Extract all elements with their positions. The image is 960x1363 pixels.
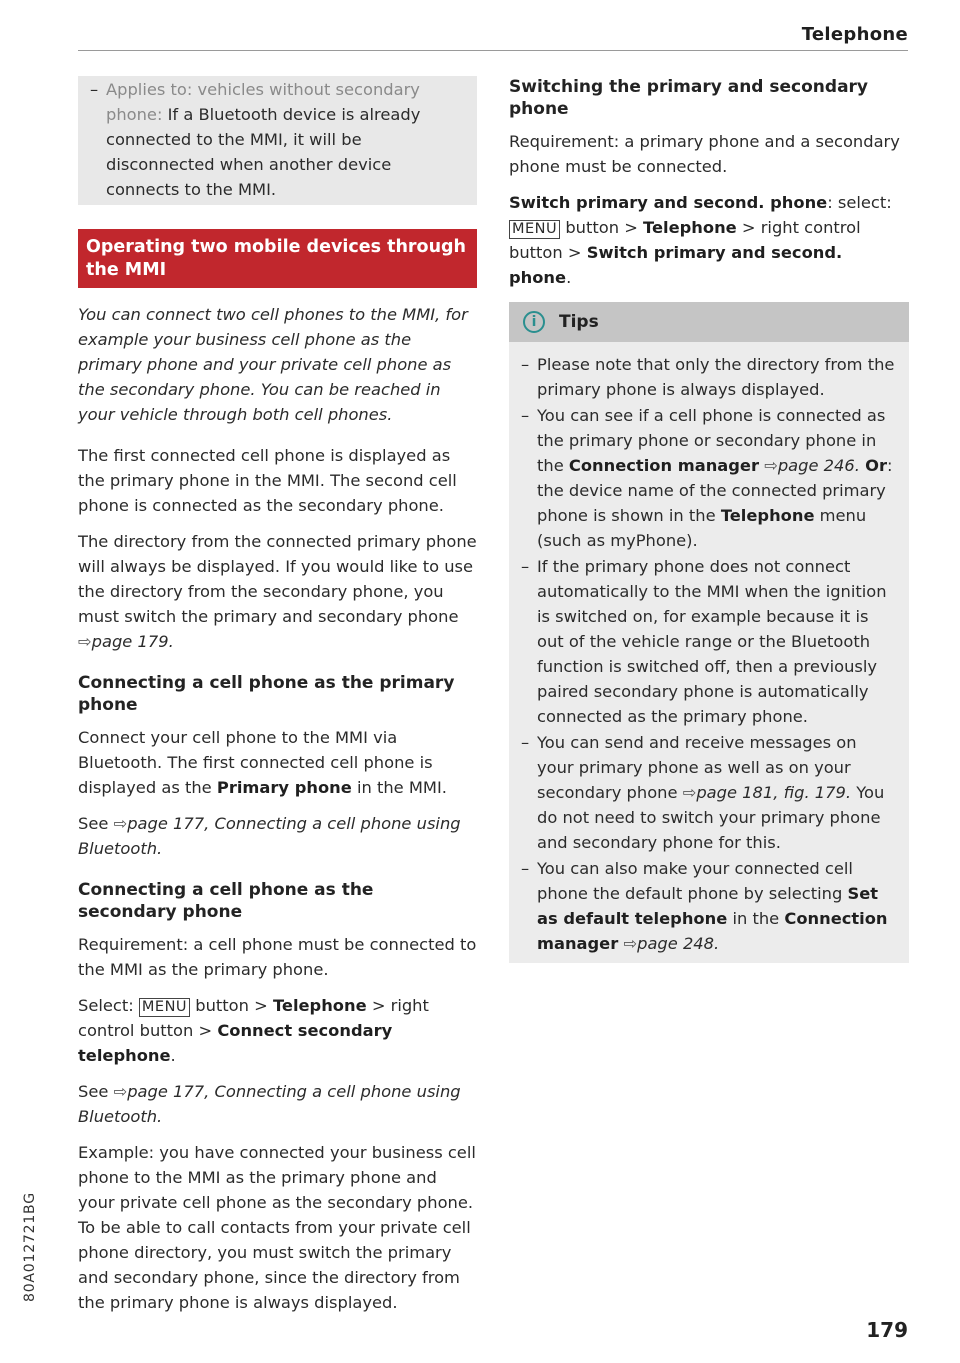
bluetooth-ref-link[interactable] xyxy=(78,814,461,858)
paragraph-see-bluetooth-2 xyxy=(78,1079,477,1129)
tip-item xyxy=(537,730,895,855)
switch-label: Switch primary and second. phone xyxy=(509,193,828,212)
period: . xyxy=(566,268,572,287)
tip-item: – Please note that only the directory from the primary phone is always displayed. xyxy=(537,352,895,402)
paragraph-see-bluetooth xyxy=(78,811,477,861)
telephone-term: Telephone xyxy=(272,996,367,1015)
tips-header xyxy=(509,302,909,342)
primary-phone-term: Primary phone xyxy=(216,778,352,797)
paragraph-primary-display: The first connected cell phone is displayed as the primary phone in the MMI. The second cell phone is connected as the secondary phone. xyxy=(78,446,457,515)
arrow-right-icon: ⇨ xyxy=(78,632,92,651)
bluetooth-ref-text: page 177, Connecting a cell phone using Bluetooth. xyxy=(78,1082,461,1126)
applies-to-label: Applies to: vehicles without secondary phone: xyxy=(106,80,420,124)
default-telephone-term: Set as default telephone xyxy=(537,884,879,928)
page-number: 179 xyxy=(866,1318,908,1342)
note-dash: – xyxy=(90,80,99,99)
right-control-text: > right control button > xyxy=(78,996,429,1040)
menu-key: MENU xyxy=(139,998,190,1017)
arrow-right-icon: ⇨ xyxy=(682,783,697,802)
bluetooth-ref-text: page 177, Connecting a cell phone using Bluetooth. xyxy=(78,814,461,858)
tip-text: You do not need to switch your primary phone and secondary phone for this. xyxy=(537,783,885,852)
heading-switch-phones: Switching the primary and secondary phone xyxy=(509,77,869,119)
tip-item xyxy=(537,856,895,956)
info-icon: i xyxy=(523,311,545,333)
select-text: : select: xyxy=(827,193,892,212)
arrow-right-icon: ⇨ xyxy=(113,814,128,833)
bluetooth-ref-link[interactable] xyxy=(78,1082,461,1126)
switch-action-term: Switch primary and second. phone xyxy=(509,243,843,287)
right-column xyxy=(509,76,909,963)
or-term: Or xyxy=(865,456,887,475)
paragraph-secondary-requirement: Requirement: a cell phone must be connected to the MMI as the primary phone. xyxy=(78,935,477,979)
page-ref-text: page 246. xyxy=(777,456,860,475)
arrow-right-icon: ⇨ xyxy=(113,1082,128,1101)
connect-primary-tail: in the MMI. xyxy=(356,778,447,797)
page-ref-link[interactable] xyxy=(623,934,719,953)
select-label: Select: xyxy=(78,996,134,1015)
telephone-term: Telephone xyxy=(720,506,815,525)
tip-text: : the device name of the connected primary phone is shown in the xyxy=(537,456,893,525)
paragraph-switch-requirement: Requirement: a primary phone and a secondary phone must be connected. xyxy=(509,132,900,176)
paragraph-select-secondary xyxy=(78,993,477,1068)
period: . xyxy=(170,1046,176,1065)
tips-box xyxy=(509,302,909,963)
connect-primary-text: Connect your cell phone to the MMI via Bluetooth. The first connected cell phone is displayed as the xyxy=(78,728,433,797)
paragraph-connect-primary xyxy=(78,725,477,800)
tip-text: You can also make your connected cell phone the default phone by selecting xyxy=(537,859,853,903)
page-ref-link[interactable] xyxy=(764,456,860,475)
connection-manager-term: Connection manager xyxy=(568,456,759,475)
document-code: 80A012721BG xyxy=(22,1192,38,1302)
page-ref-text: page 248. xyxy=(637,934,720,953)
connect-secondary-term: Connect secondary telephone xyxy=(78,1021,393,1065)
tip-text: You can send and receive messages on your primary phone as well as on your secondary phone xyxy=(537,733,857,802)
heading-primary-phone: Connecting a cell phone as the primary phone xyxy=(78,673,455,715)
left-column xyxy=(78,76,477,1326)
tip-item xyxy=(537,403,895,553)
section-heading: Operating two mobile devices through the MMI xyxy=(78,229,477,288)
page-ref-link[interactable] xyxy=(683,783,851,802)
tip-text: in the xyxy=(732,909,780,928)
tip-text: You can see if a cell phone is connected as the primary phone or secondary phone in the xyxy=(537,406,886,475)
see-label: See xyxy=(78,1082,109,1101)
paragraph-directory xyxy=(78,529,477,654)
arrow-right-icon: ⇨ xyxy=(623,934,638,953)
right-control-text: > right control button > xyxy=(509,218,861,262)
button-gt-text: button > xyxy=(195,996,268,1015)
menu-key: MENU xyxy=(509,220,560,239)
header-divider xyxy=(78,50,908,51)
intro-paragraph: You can connect two cell phones to the MMI, for example your business cell phone as the primary phone and your private cell phone as the secondary phone. You can be reached in your vehicle through both cell phones. xyxy=(78,305,468,424)
tip-item: – If the primary phone does not connect automatically to the MMI when the ignition is switched on, for example because it is out of the vehicle range or the Bluetooth function is switched off, then a previously paired secondary phone is automatically connected as the primary phone. xyxy=(537,554,895,729)
connection-manager-term: Connection manager xyxy=(537,909,888,953)
button-gt-text: button > xyxy=(565,218,638,237)
paragraph-switch-steps xyxy=(509,190,909,290)
heading-secondary-phone: Connecting a cell phone as the secondary phone xyxy=(78,880,374,922)
telephone-term: Telephone xyxy=(643,218,737,237)
see-label: See xyxy=(78,814,109,833)
note-text: If a Bluetooth device is already connected to the MMI, it will be disconnected when another device connects to the MMI. xyxy=(106,105,421,199)
tips-title: Tips xyxy=(559,312,599,332)
page-ref-link[interactable] xyxy=(78,632,174,651)
page-header-title: Telephone xyxy=(801,24,908,45)
tips-list xyxy=(509,342,909,956)
directory-text: The directory from the connected primary phone will always be displayed. If you would like to use the directory from the secondary phone, you must switch the primary and secondary phone xyxy=(78,532,477,626)
paragraph-example: Example: you have connected your business cell phone to the MMI as the primary phone and your private cell phone as the secondary phone. To be able to call contacts from your private cell phone directory, you must switch the primary and secondary phone, since the directory from the primary phone is always displayed. xyxy=(78,1143,476,1312)
tip-text: menu (such as myPhone). xyxy=(537,506,867,550)
page-ref-text: page 179. xyxy=(91,632,174,651)
applies-note-box xyxy=(78,76,477,205)
page-ref-text: page 181, fig. 179. xyxy=(696,783,852,802)
arrow-right-icon: ⇨ xyxy=(764,456,778,475)
